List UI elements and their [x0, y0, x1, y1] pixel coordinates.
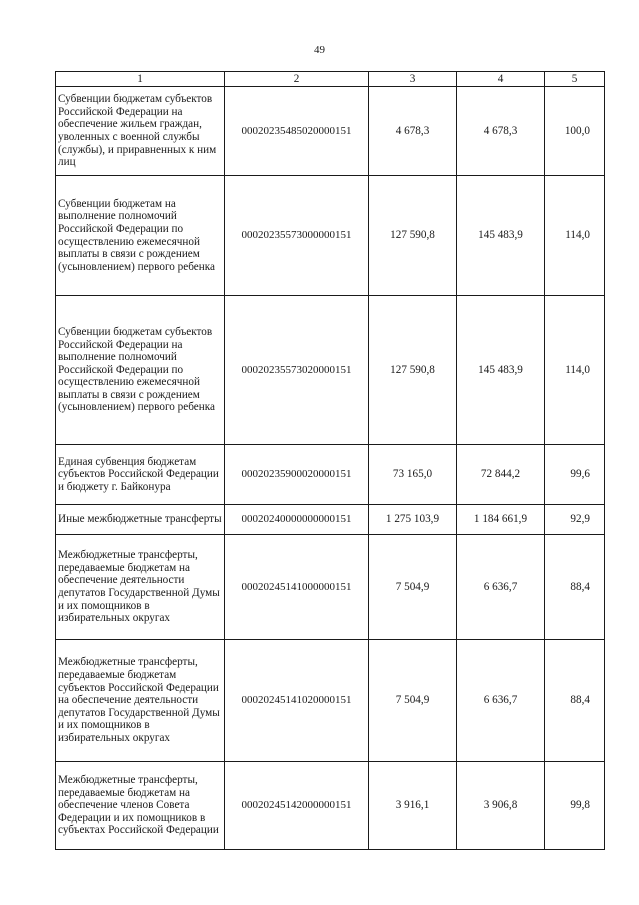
table-row — [56, 535, 605, 640]
column-header: 4 — [457, 72, 545, 87]
column-header: 5 — [545, 72, 605, 87]
table-row — [56, 176, 605, 296]
row-percent: 100,0 — [545, 87, 605, 176]
row-name: Межбюджетные трансферты, передаваемые бюджетам на обеспечение членов Совета Федерации и их помощников в субъектах Российской Федерации — [56, 762, 225, 850]
row-plan: 7 504,9 — [369, 535, 457, 640]
row-code: 00020245141000000151 — [225, 535, 369, 640]
row-code: 00020235900020000151 — [225, 445, 369, 505]
table-row — [56, 445, 605, 505]
row-code: 00020235485020000151 — [225, 87, 369, 176]
table-row — [56, 87, 605, 176]
row-plan: 127 590,8 — [369, 176, 457, 296]
row-plan: 7 504,9 — [369, 640, 457, 762]
row-percent: 114,0 — [545, 296, 605, 445]
row-code: 00020240000000000151 — [225, 505, 369, 535]
row-percent: 88,4 — [545, 640, 605, 762]
row-fact: 6 636,7 — [457, 535, 545, 640]
row-name: Субвенции бюджетам субъектов Российской Федерации на выполнение полномочий Российской Федерации по осуществлению ежемесячной выплаты в связи с рождением (усыновлением) первого ребенка — [56, 296, 225, 445]
table-row — [56, 640, 605, 762]
row-percent: 92,9 — [545, 505, 605, 535]
row-plan: 4 678,3 — [369, 87, 457, 176]
column-header: 2 — [225, 72, 369, 87]
row-name: Субвенции бюджетам на выполнение полномочий Российской Федерации по осуществлению ежемесячной выплаты в связи с рождением (усыновлением) первого ребенка — [56, 176, 225, 296]
row-name: Субвенции бюджетам субъектов Российской Федерации на обеспечение жильем граждан, уволенных с военной службы (службы), и приравненных к ним лиц — [56, 87, 225, 176]
row-fact: 1 184 661,9 — [457, 505, 545, 535]
row-fact: 145 483,9 — [457, 296, 545, 445]
row-plan: 73 165,0 — [369, 445, 457, 505]
row-plan: 3 916,1 — [369, 762, 457, 850]
row-fact: 6 636,7 — [457, 640, 545, 762]
row-plan: 127 590,8 — [369, 296, 457, 445]
row-percent: 88,4 — [545, 535, 605, 640]
row-fact: 4 678,3 — [457, 87, 545, 176]
row-percent: 99,8 — [545, 762, 605, 850]
row-fact: 3 906,8 — [457, 762, 545, 850]
row-fact: 72 844,2 — [457, 445, 545, 505]
row-code: 00020235573020000151 — [225, 296, 369, 445]
row-name: Иные межбюджетные трансферты — [56, 505, 225, 535]
row-plan: 1 275 103,9 — [369, 505, 457, 535]
table-row — [56, 762, 605, 850]
table-header-row — [56, 72, 605, 87]
page-number: 49 — [314, 44, 325, 56]
row-percent: 99,6 — [545, 445, 605, 505]
row-name: Единая субвенция бюджетам субъектов Российской Федерации и бюджету г. Байконура — [56, 445, 225, 505]
row-percent: 114,0 — [545, 176, 605, 296]
table-row — [56, 296, 605, 445]
row-code: 00020235573000000151 — [225, 176, 369, 296]
row-code: 00020245141020000151 — [225, 640, 369, 762]
row-code: 00020245142000000151 — [225, 762, 369, 850]
row-name: Межбюджетные трансферты, передаваемые бюджетам на обеспечение деятельности депутатов Государственной Думы и их помощников в избирательных округах — [56, 535, 225, 640]
row-name: Межбюджетные трансферты, передаваемые бюджетам субъектов Российской Федерации на обеспечение деятельности депутатов Государственной Думы и их помощников в избирательных округах — [56, 640, 225, 762]
column-header: 1 — [56, 72, 225, 87]
table-row — [56, 505, 605, 535]
budget-table — [55, 71, 605, 850]
row-fact: 145 483,9 — [457, 176, 545, 296]
column-header: 3 — [369, 72, 457, 87]
